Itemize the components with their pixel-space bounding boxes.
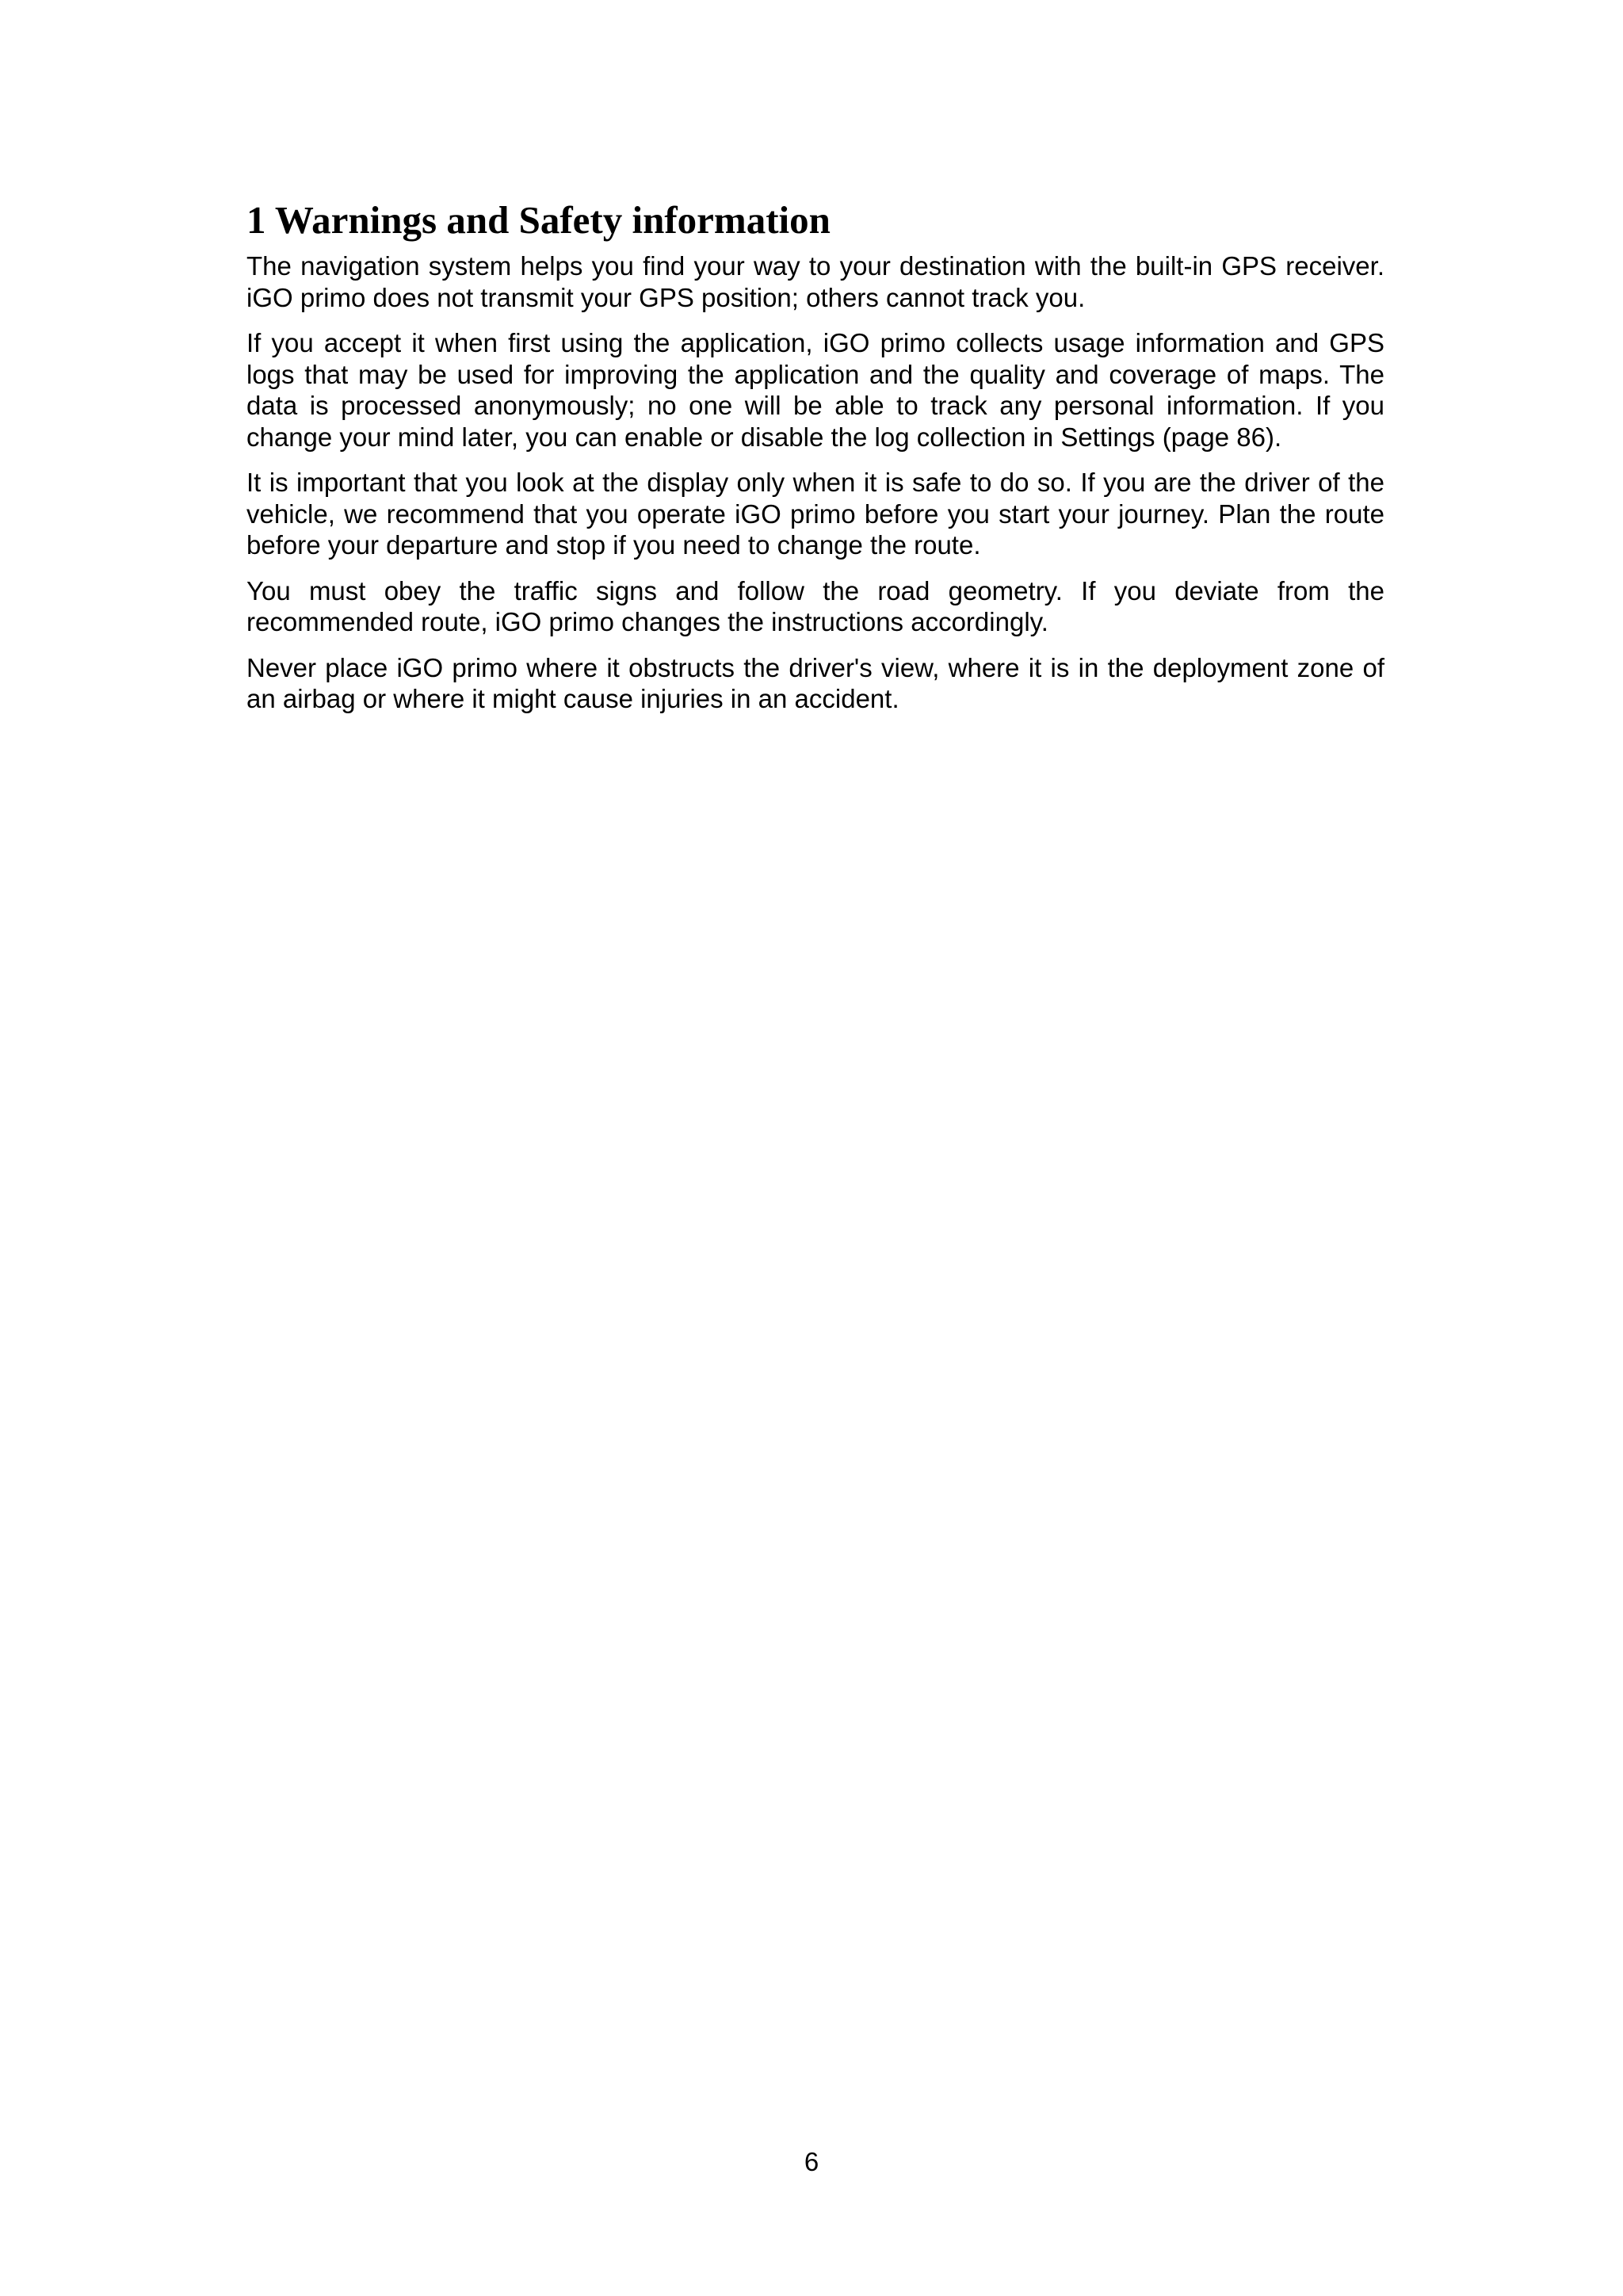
page-content — [246, 197, 1384, 729]
paragraph-traffic-signs: You must obey the traffic signs and follow the road geometry. If you deviate from the recommended route, iGO primo changes the instructions accordingly. — [246, 575, 1384, 636]
paragraph-display-safety: It is important that you look at the display only when it is safe to do so. If you are the driver of the vehicle, we recommend that you operate iGO primo before you start your journey. Plan the route before your departure and stop if you need to change the route. — [246, 468, 1384, 560]
paragraph-usage-information: If you accept it when first using the application, iGO primo collects usage information and GPS logs that may be used for improving the application and the quality and coverage of maps. The data is processed anonymously; no one will be able to track any personal information. If you change your mind later, you can enable or disable the log collection in Settings (page 86). — [246, 328, 1384, 452]
page-number: 6 — [804, 2147, 819, 2176]
paragraph-gps-privacy: The navigation system helps you find your way to your destination with the built-in GPS receiver. iGO primo does not transmit your GPS position; others cannot track you. — [246, 251, 1384, 312]
section-heading: 1 Warnings and Safety information — [246, 198, 831, 242]
paragraph-device-placement: Never place iGO primo where it obstructs the driver's view, where it is in the deployment zone of an airbag or where it might cause injuries in an accident. — [246, 652, 1384, 713]
